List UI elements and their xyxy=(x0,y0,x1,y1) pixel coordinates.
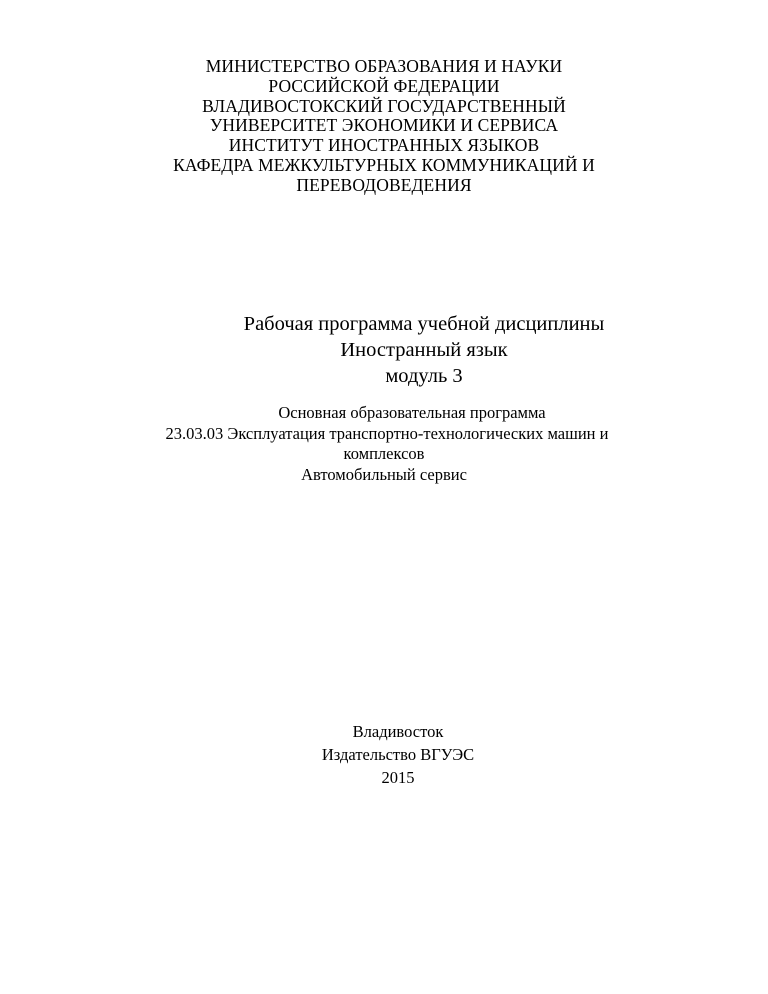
program-info xyxy=(0,403,768,485)
document-title xyxy=(40,311,768,389)
imprint-publisher: Издательство ВГУЭС xyxy=(321,744,475,764)
header-line: ВЛАДИВОСТОКСКИЙ ГОСУДАРСТВЕННЫЙ xyxy=(202,95,566,116)
imprint-year: 2015 xyxy=(381,767,415,787)
document-type: Рабочая программа учебной дисциплины xyxy=(243,313,605,335)
header-line: КАФЕДРА МЕЖКУЛЬТУРНЫХ КОММУНИКАЦИЙ И xyxy=(173,154,595,175)
discipline-name: Иностранный язык xyxy=(340,339,508,361)
header-line: УНИВЕРСИТЕТ ЭКОНОМИКИ И СЕРВИСА xyxy=(209,115,559,136)
program-code-line-cont: комплексов xyxy=(343,444,425,464)
program-code-line: 23.03.03 Эксплуатация транспортно-технологических машин и xyxy=(165,423,609,443)
header-line: ПЕРЕВОДОВЕДЕНИЯ xyxy=(296,174,472,195)
imprint xyxy=(14,721,768,789)
header-line: ИНСТИТУТ ИНОСТРАННЫХ ЯЗЫКОВ xyxy=(228,135,540,156)
imprint-city: Владивосток xyxy=(352,722,444,741)
header-line: РОССИЙСКОЙ ФЕДЕРАЦИИ xyxy=(268,75,500,96)
ministry-header xyxy=(0,57,768,196)
program-profile: Автомобильный сервис xyxy=(301,464,467,484)
module-name: модуль 3 xyxy=(385,365,463,387)
header-line: МИНИСТЕРСТВО ОБРАЗОВАНИЯ И НАУКИ xyxy=(205,56,563,76)
program-label: Основная образовательная программа xyxy=(278,403,546,422)
